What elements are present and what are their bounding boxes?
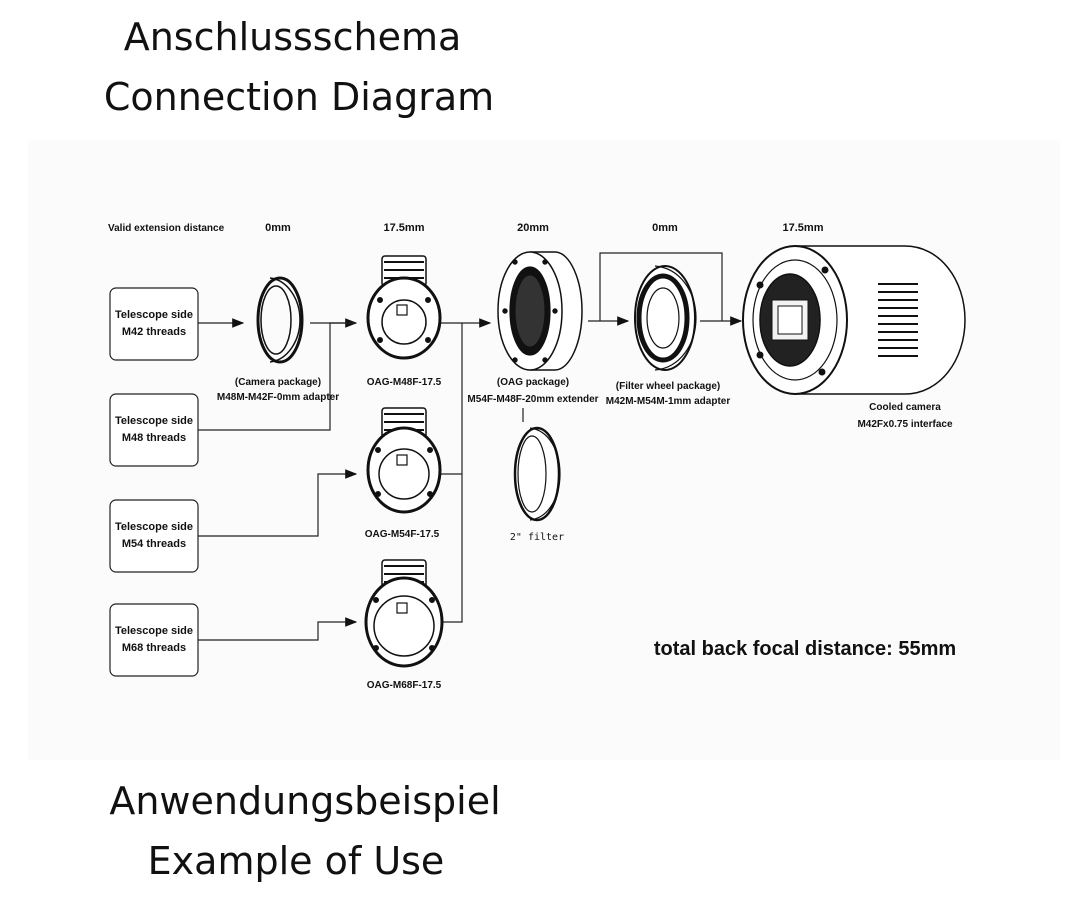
total-focal-distance: total back focal distance: 55mm — [653, 638, 957, 660]
heading-english-example: Example of Use — [147, 839, 445, 883]
svg-text:Telescope side: Telescope side — [114, 309, 194, 321]
oag-unit-m54 — [368, 408, 440, 512]
extender-label-name: M54F-M48F-20mm extender — [467, 394, 599, 405]
filter-wheel-label-name: M42M-M54M-1mm adapter — [605, 396, 731, 407]
heading-german-example: Anwendungsbeispiel — [109, 779, 501, 823]
filter-wheel-label-package: (Filter wheel package) — [615, 381, 721, 392]
svg-text:Telescope side: Telescope side — [114, 521, 194, 533]
svg-text:M54 threads: M54 threads — [121, 538, 187, 550]
oag-label-m48: OAG-M48F-17.5 — [366, 377, 442, 388]
oag-label-m54: OAG-M54F-17.5 — [364, 529, 440, 540]
svg-text:Telescope side: Telescope side — [114, 415, 194, 427]
svg-text:M48 threads: M48 threads — [121, 432, 187, 444]
extender-tube — [498, 252, 582, 370]
heading-english-connection: Connection Diagram — [103, 75, 495, 119]
distance-filter-wheel: 0mm — [652, 222, 678, 234]
heading-german-connection: Anschlussschema — [123, 15, 462, 59]
adapter-label-name: M48M-M42F-0mm adapter — [216, 392, 340, 403]
camera-label-interface: M42Fx0.75 interface — [857, 419, 953, 430]
distance-camera: 17.5mm — [782, 222, 824, 234]
oag-label-m68: OAG-M68F-17.5 — [366, 680, 442, 691]
distance-oag: 17.5mm — [383, 222, 425, 234]
oag-unit-m48 — [368, 256, 440, 358]
extension-distance-label: Valid extension distance — [108, 223, 225, 234]
adapter-ring — [258, 278, 302, 362]
filter-wheel-adapter — [635, 266, 696, 370]
camera-label-type: Cooled camera — [869, 402, 941, 413]
extender-label-package: (OAG package) — [496, 377, 570, 388]
cooled-camera — [743, 246, 965, 394]
svg-text:Telescope side: Telescope side — [114, 625, 194, 637]
filter-label: 2" filter — [509, 532, 565, 543]
adapter-label-package: (Camera package) — [234, 377, 322, 388]
filter-ring — [515, 428, 560, 520]
svg-text:M68 threads: M68 threads — [121, 642, 187, 654]
distance-adapter: 0mm — [265, 222, 291, 234]
telescope-side-box-m48 — [110, 394, 198, 466]
telescope-side-box-m42 — [110, 288, 198, 360]
distance-extender: 20mm — [517, 222, 549, 234]
oag-unit-m68 — [366, 560, 442, 666]
telescope-side-box-m68 — [110, 604, 198, 676]
telescope-side-box-m54 — [110, 500, 198, 572]
svg-text:M42 threads: M42 threads — [121, 326, 187, 338]
